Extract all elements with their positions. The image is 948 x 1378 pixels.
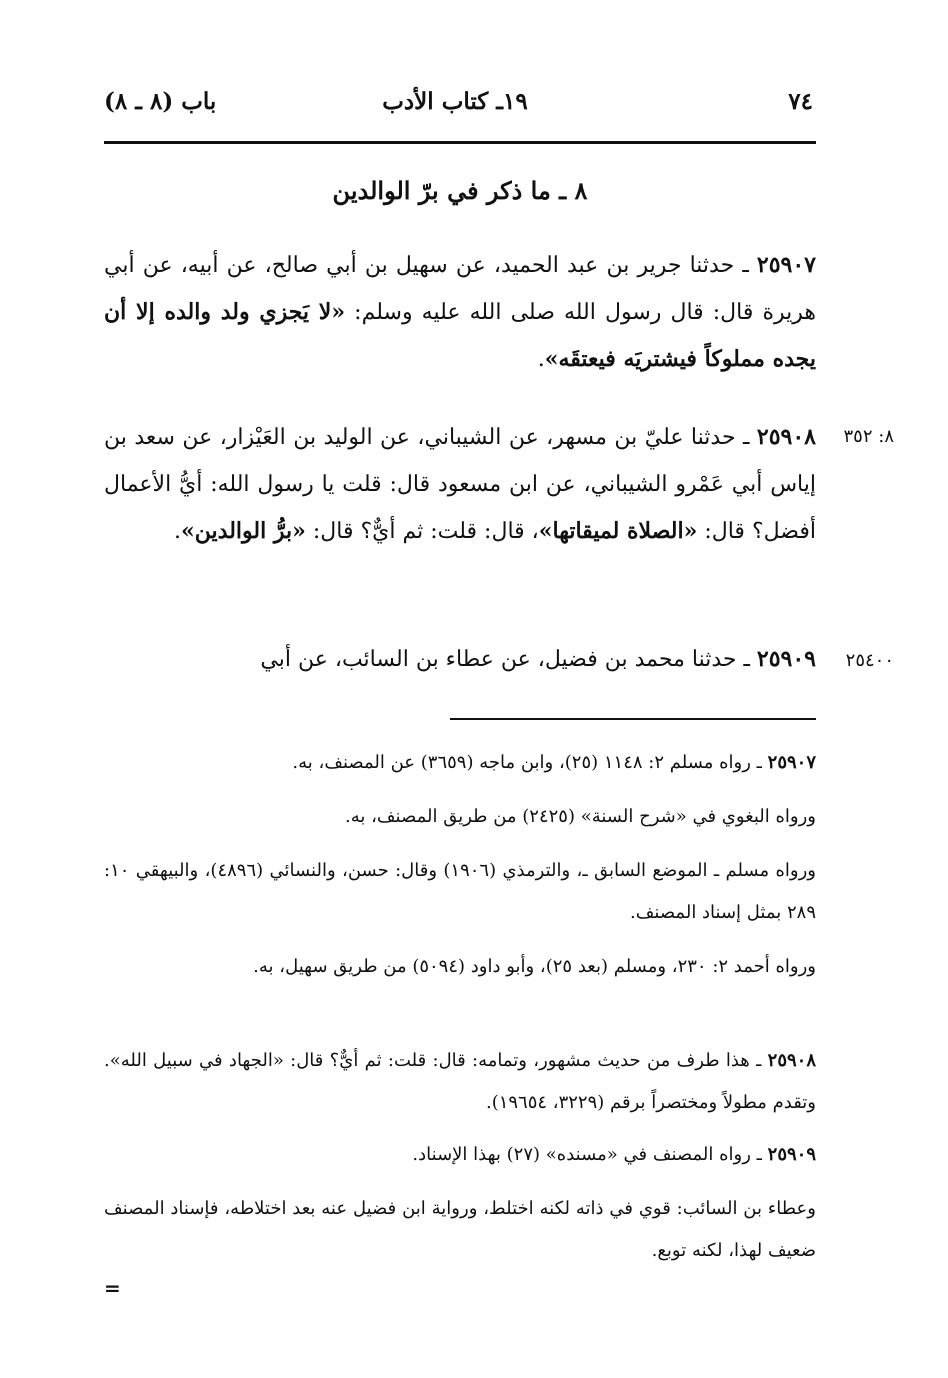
hadith-number: ٢٥٩٠٨ <box>756 424 816 450</box>
hadith-text: ـ حدثنا جرير بن عبد الحميد، عن سهيل بن أبي صالح، عن أبيه، عن أبي هريرة قال: قال رسول الله صلى الله عليه وسلم: <box>104 253 816 325</box>
book-title: ١٩ـ كتاب الأدب <box>382 88 528 115</box>
header-rule <box>104 141 816 144</box>
hadith-text: ـ حدثنا محمد بن فضيل، عن عطاء بن السائب، عن أبي <box>260 647 757 672</box>
footnote-text: ـ هذا طرف من حديث مشهور، وتمامه: قال: قلت: ثم أيٌّ؟ قال: «الجهاد في سبيل الله». وتقدم مطولاً ومختصراً برقم (٣٢٢٩، ١٩٦٥٤). <box>104 1050 816 1113</box>
footnote-text: وعطاء بن السائب: قوي في ذاته لكنه اختلط، ورواية ابن فضيل عنه بعد اختلاطه، فإسناد المصنف ضعيف لهذا، لكنه توبع. <box>104 1198 816 1261</box>
footnote-text: ـ رواه المصنف في «مسنده» (٢٧) بهذا الإسناد. <box>412 1144 768 1165</box>
footnote <box>104 1188 816 1272</box>
footnote-rule <box>450 718 816 720</box>
margin-reference: ٨: ٣٥٢ <box>843 426 894 447</box>
footnote-number: ٢٥٩٠٨ <box>767 1050 816 1071</box>
hadith-text-mid: ، قال: قلت: ثم أيٌّ؟ قال: <box>305 519 539 544</box>
hadith-25909 <box>104 636 816 683</box>
section-title: ٨ ـ ما ذكر في برّ الوالدين <box>332 176 588 205</box>
footnote-text: ورواه أحمد ٢: ٢٣٠، ومسلم (بعد ٢٥)، وأبو داود (٥٠٩٤) من طريق سهيل، به. <box>253 956 816 977</box>
footnote <box>104 1040 816 1124</box>
footnote-text: ـ رواه مسلم ٢: ١١٤٨ (٢٥)، وابن ماجه (٣٦٥٩) عن المصنف، به. <box>292 752 768 773</box>
hadith-quote-2: «برُّ الوالدين» <box>181 518 306 544</box>
footnote <box>104 742 816 784</box>
page-number: ٧٤ <box>788 88 813 115</box>
hadith-number: ٢٥٩٠٩ <box>756 646 816 672</box>
hadith-end: . <box>174 519 182 544</box>
footnote <box>104 946 816 988</box>
margin-reference: ٢٥٤٠٠ <box>845 650 894 671</box>
hadith-text: ـ حدثنا عليّ بن مسهر، عن الشيباني، عن الوليد بن العَيْزار، عن سعد بن إياس أبي عَمْرو الشيباني، عن ابن مسعود قال: قلت يا رسول الله: أيُّ الأعمال أفضل؟ قال: <box>104 425 816 544</box>
footnote-number: ٢٥٩٠٧ <box>767 752 816 773</box>
footnote-text: ورواه البغوي في «شرح السنة» (٢٤٢٥) من طريق المصنف، به. <box>345 806 816 827</box>
continuation-mark: = <box>104 1276 121 1300</box>
hadith-quote: «لا يَجزي ولد والده إلا أن يجده مملوكاً فيشتريَه فيعتقَه» <box>104 299 816 372</box>
hadith-end: . <box>537 347 545 372</box>
footnote <box>104 796 816 838</box>
chapter-reference: باب (٨ ـ ٨) <box>104 88 217 115</box>
footnote <box>104 1134 816 1176</box>
footnote-number: ٢٥٩٠٩ <box>767 1144 816 1165</box>
hadith-quote: «الصلاة لميقاتها» <box>538 518 698 544</box>
hadith-number: ٢٥٩٠٧ <box>756 252 816 278</box>
hadith-25907 <box>104 242 816 383</box>
footnote-text: ورواه مسلم ـ الموضع السابق ـ، والترمذي (١٩٠٦) وقال: حسن، والنسائي (٤٨٩٦)، والبيهقي ١٠: ٢٨٩ بمثل إسناد المصنف. <box>104 860 816 923</box>
footnote <box>104 850 816 934</box>
hadith-25908 <box>104 414 816 555</box>
